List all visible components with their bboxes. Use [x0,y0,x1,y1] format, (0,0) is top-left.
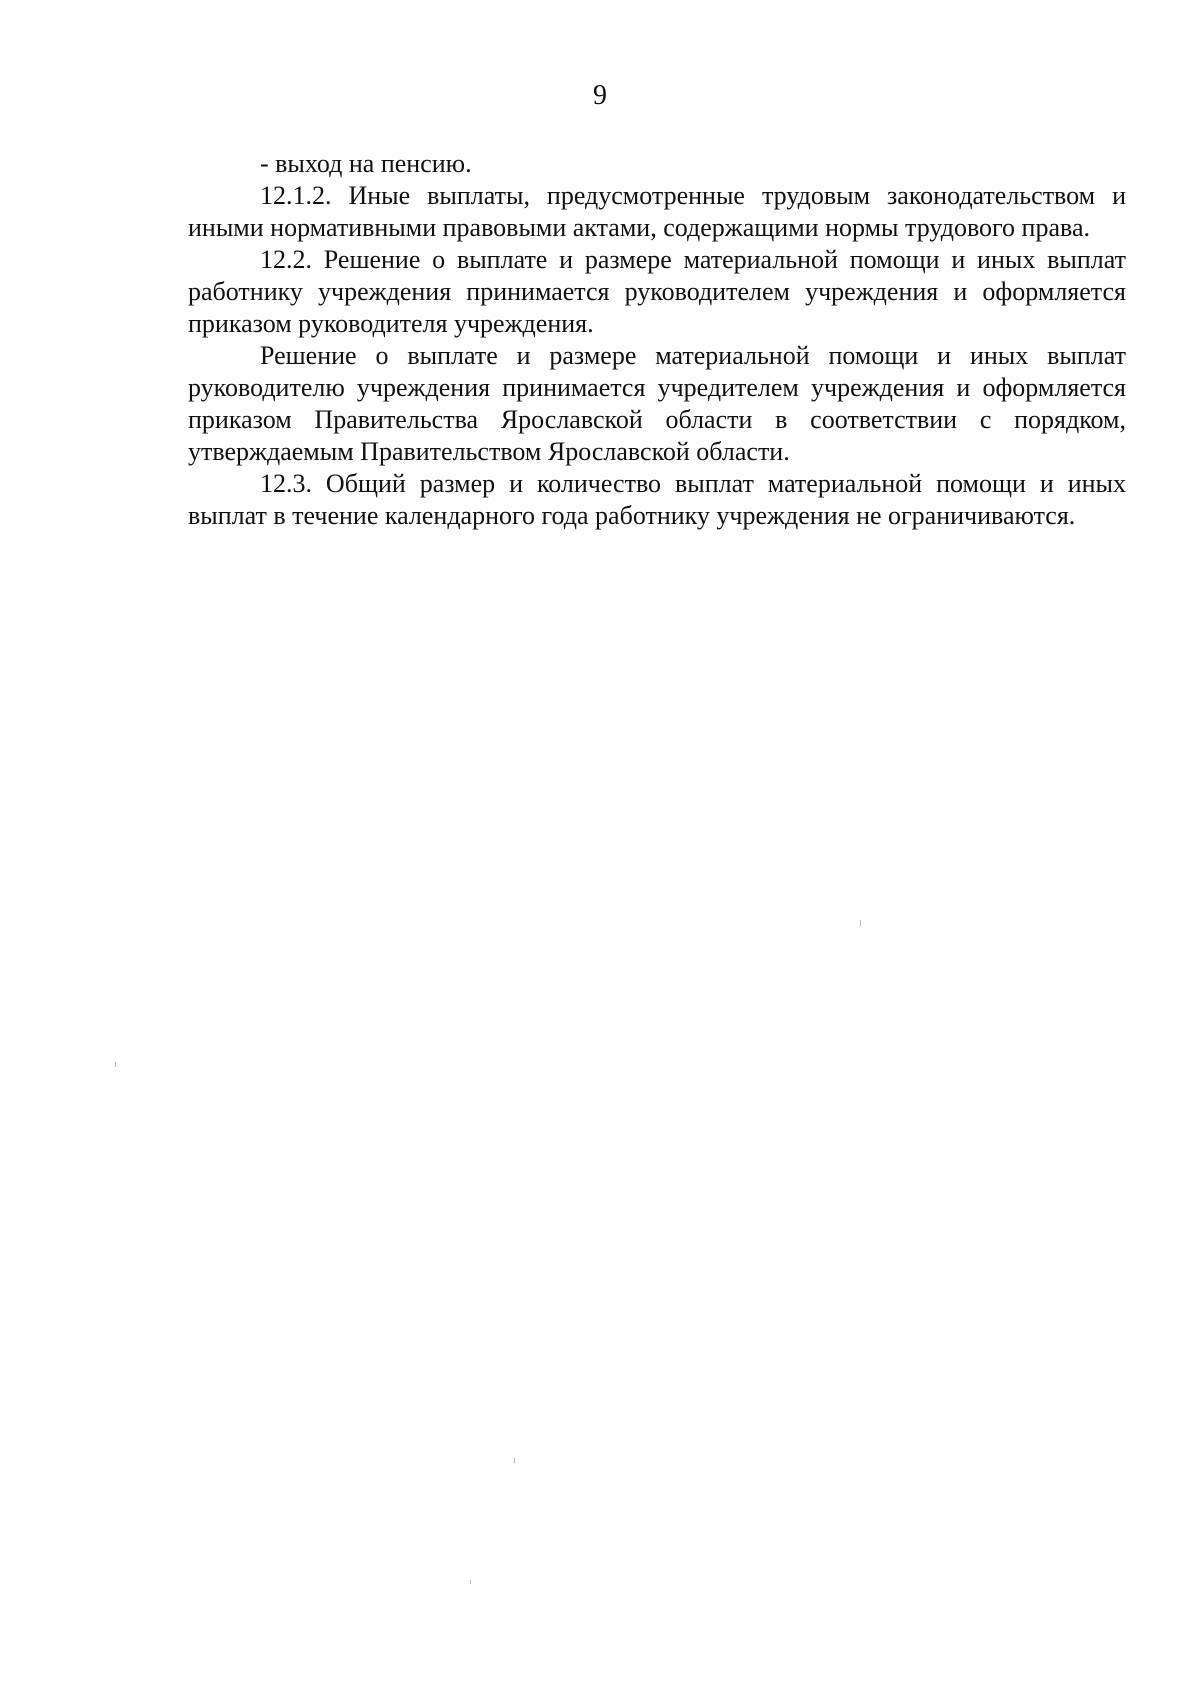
page-number: 9 [593,80,607,111]
scan-speck [115,1062,116,1067]
scan-speck [470,1580,471,1584]
scan-speck [860,920,861,926]
scan-speck [514,1458,515,1463]
paragraph-retirement-item: - выход на пенсию. [260,149,472,178]
document-body [188,148,1126,532]
paragraph-12-1-2: 12.1.2. Иные выплаты, предусмотренные трудовым законодательством и иными нормативными правовыми актами, содержащими нормы трудового права. [188,181,1126,242]
paragraph-head-decision: Решение о выплате и размере материальной помощи и иных выплат руководителю учреждения принимается учредителем учреждения и оформляется приказом Правительства Ярославской области в соответствии с порядком, утверждаемым Правительством Ярославской области. [188,341,1126,466]
paragraph-12-2: 12.2. Решение о выплате и размере материальной помощи и иных выплат работнику учреждения принимается руководителем учреждения и оформляется приказом руководителя учреждения. [188,245,1126,338]
paragraph-12-3: 12.3. Общий размер и количество выплат материальной помощи и иных выплат в течение календарного года работнику учреждения не ограничиваются. [188,469,1126,530]
